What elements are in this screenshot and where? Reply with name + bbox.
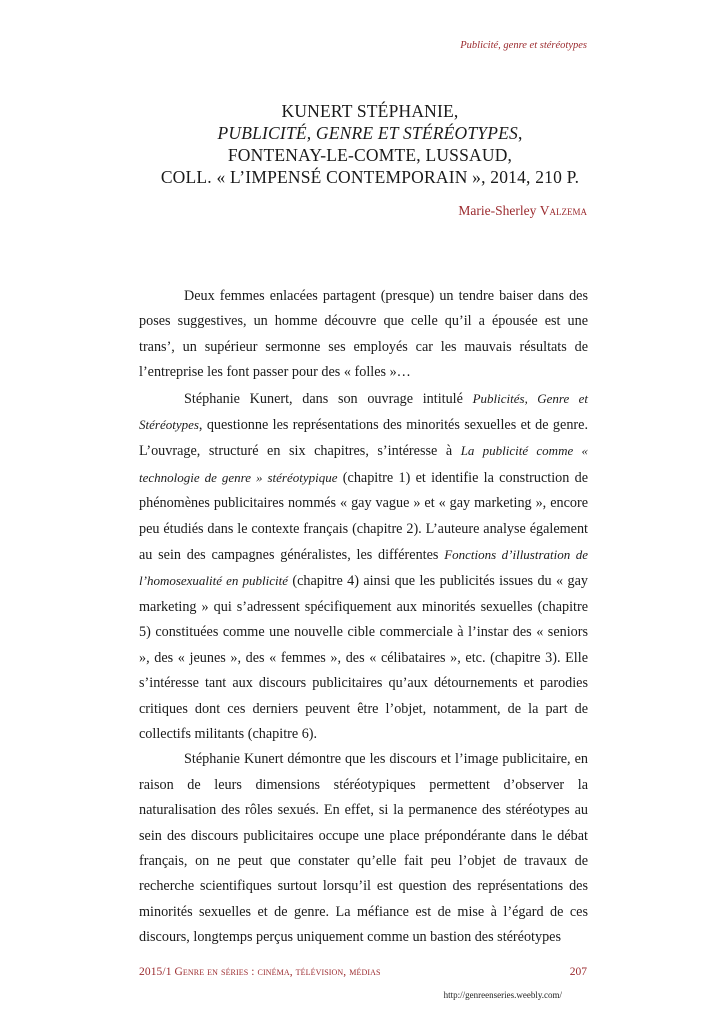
title-line-author: KUNERT STÉPHANIE, <box>281 101 459 121</box>
text-segment: Stéphanie Kunert démontre que les discours et l’image publicitaire, en raison de leurs dimensions stéréotypiques permettent d’observer la naturalisation des rôles sexués. En effet, si la permanence des stéréotypes au sein des discours publicitaires occupe une place prépondérante dans le débat français, on ne peut que constater qu’elle fait peu l’objet de travaux de recherche scientifiques surtout lorsqu’il est question des représentations des minorités sexuelles et de genre. La méfiance est de mise à l’égard de ces discours, longtemps perçus uniquement comme un bastion des stéréotypes <box>139 751 588 946</box>
footer-journal: 2015/1 Genre en séries : cinéma, télévision, médias <box>139 966 381 978</box>
page-number: 207 <box>569 966 587 978</box>
paragraph-1 <box>139 284 588 386</box>
running-head: Publicité, genre et stéréotypes <box>460 40 587 51</box>
reviewer-first-name: Marie-Sherley <box>458 203 540 218</box>
reviewer-name <box>458 203 587 219</box>
text-segment: Stéphanie Kunert, dans son ouvrage intitulé <box>184 390 473 407</box>
title-line-collection: COLL. « L’IMPENSÉ CONTEMPORAIN », 2014, 210 P. <box>160 167 580 187</box>
book-title: PUBLICITÉ, GENRE ET STÉRÉOTYPES <box>217 123 518 143</box>
italic-chapter-title: La publicité comme « technologie de genre » stéréotypique <box>139 443 588 485</box>
text-segment: , questionne les représentations des minorités sexuelles et de genre. L’ouvrage, structuré en six chapitres, s’intéresse à <box>139 417 588 460</box>
review-title <box>120 100 620 188</box>
italic-chapter-title: Fonctions d’illustration de l’homosexualité en publicité <box>139 547 588 589</box>
book-title-suffix: , <box>517 123 523 143</box>
paragraph-2 <box>139 386 588 748</box>
footer-url[interactable]: http://genreenseries.weebly.com/ <box>443 990 562 1000</box>
reviewer-last-name: Valzema <box>539 203 587 218</box>
text-segment: (chapitre 4) ainsi que les publicités issues du « gay marketing » qui s’adressent spécifiquement aux minorités sexuelles (chapitre 5) constituées comme une nouvelle cible commerciale à l’instar des « seniors », des « jeunes », des « femmes », des « célibataires », etc. (chapitre 3). Elle s’intéresse tant aux discours publicitaires qu’aux détournements et parodies critiques dont ces derniers peuvent être l’objet, notamment, de la part de collectifs militants (chapitre 6). <box>139 573 588 742</box>
text-segment: (chapitre 1) et identifie la construction de phénomènes publicitaires nommés « gay vague » et « gay marketing », encore peu étudiés dans le contexte français (chapitre 2). L’auteure analyse également au sein des campagnes généralistes, les différentes <box>139 469 588 564</box>
paragraph-3 <box>139 747 588 950</box>
body-text <box>139 284 588 951</box>
title-line-publisher: FONTENAY-LE-COMTE, LUSSAUD, <box>227 145 513 165</box>
italic-book-title: Publicités, Genre et Stéréotypes <box>139 390 588 433</box>
title-line-book <box>120 122 620 144</box>
text-segment: Deux femmes enlacées partagent (presque) un tendre baiser dans des poses suggestives, un homme découvre que celle qu’il a épousée est une trans’, un supérieur sermonne ses employés car les mauvais résultats de l’entreprise les font passer pour des « folles »… <box>139 288 588 381</box>
